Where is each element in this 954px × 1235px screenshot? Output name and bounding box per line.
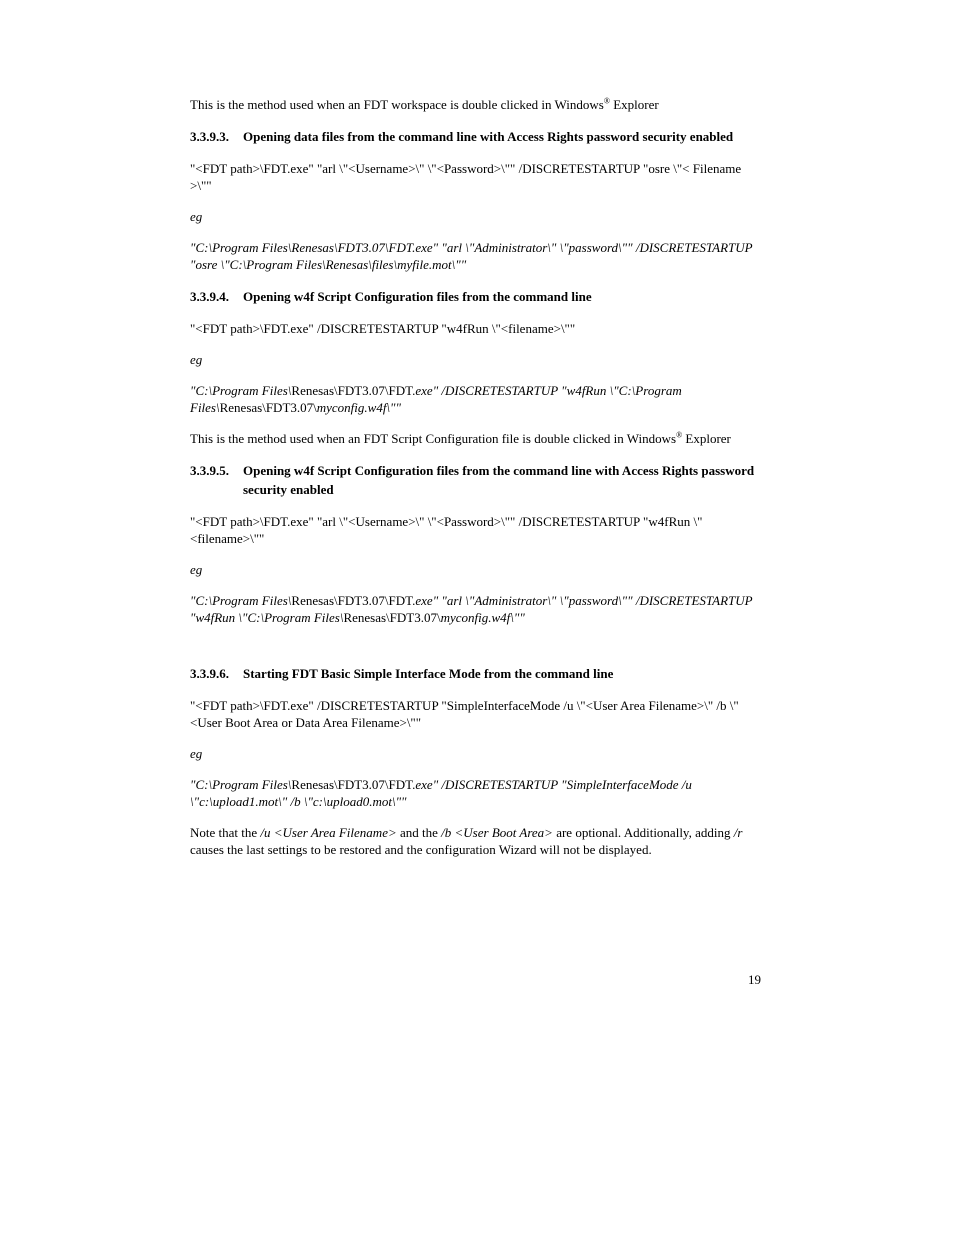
command-syntax: "<FDT path>\FDT.exe" /DISCRETESTARTUP "w4fRun \"<filename>\"" xyxy=(190,321,576,336)
section-3-3-9-4-heading xyxy=(190,287,765,306)
eg-label: eg xyxy=(190,352,203,367)
section-title: Starting FDT Basic Simple Interface Mode from the command line xyxy=(243,666,614,681)
section-title: Opening data files from the command line with Access Rights password security enabled xyxy=(243,129,734,144)
command-syntax: "<FDT path>\FDT.exe" "arl \"<Username>\" \"<Password>\"" /DISCRETESTARTUP "osre \"< Filename >\"" xyxy=(190,161,742,193)
intro-paragraph: This is the method used when an FDT workspace is double clicked in Windows® Explorer xyxy=(190,96,659,112)
explorer-note: This is the method used when an FDT Script Configuration file is double clicked in Windows® Explorer xyxy=(190,430,731,446)
page-number: 19 xyxy=(748,972,761,987)
section-3-3-9-5-heading xyxy=(190,461,765,499)
command-example: "C:\Program Files\Renesas\FDT3.07\FDT.exe" "arl \"Administrator\" \"password\"" /DISCRETESTARTUP "osre \"C:\Program Files\Renesas\files\myfile.mot\"" xyxy=(190,240,753,272)
command-syntax: "<FDT path>\FDT.exe" /DISCRETESTARTUP "SimpleInterfaceMode /u \"<User Area Filename>\" /b \"<User Boot Area or Data Area Filename>\"" xyxy=(190,698,739,730)
spacer xyxy=(190,640,765,664)
optional-args-note: Note that the /u <User Area Filename> and the /b <User Boot Area> are optional. Additionally, adding /r causes the last settings to be restored and the configuration Wizard will not be displayed. xyxy=(190,825,743,857)
section-number: 3.3.9.5. xyxy=(190,463,229,478)
section-3-3-9-6-heading xyxy=(190,664,765,683)
section-number: 3.3.9.6. xyxy=(190,666,229,681)
command-example: "C:\Program Files\Renesas\FDT3.07\FDT.exe" /DISCRETESTARTUP "w4fRun \"C:\Program Files\Renesas\FDT3.07\myconfig.w4f\"" xyxy=(190,383,682,415)
section-title: Opening w4f Script Configuration files from the command line with Access Rights password security enabled xyxy=(243,463,755,497)
section-number: 3.3.9.3. xyxy=(190,129,229,144)
section-number: 3.3.9.4. xyxy=(190,289,229,304)
document-page xyxy=(190,96,765,872)
eg-label: eg xyxy=(190,746,203,761)
section-3-3-9-3-heading xyxy=(190,127,765,146)
eg-label: eg xyxy=(190,562,203,577)
eg-label: eg xyxy=(190,209,203,224)
command-example: "C:\Program Files\Renesas\FDT3.07\FDT.exe" /DISCRETESTARTUP "SimpleInterfaceMode /u \"c:\upload1.mot\" /b \"c:\upload0.mot\"" xyxy=(190,777,692,809)
command-syntax: "<FDT path>\FDT.exe" "arl \"<Username>\" \"<Password>\"" /DISCRETESTARTUP "w4fRun \"<filename>\"" xyxy=(190,514,703,546)
command-example: "C:\Program Files\Renesas\FDT3.07\FDT.exe" "arl \"Administrator\" \"password\"" /DISCRETESTARTUP "w4fRun \"C:\Program Files\Renesas\FDT3.07\myconfig.w4f\"" xyxy=(190,593,753,625)
section-title: Opening w4f Script Configuration files from the command line xyxy=(243,289,592,304)
